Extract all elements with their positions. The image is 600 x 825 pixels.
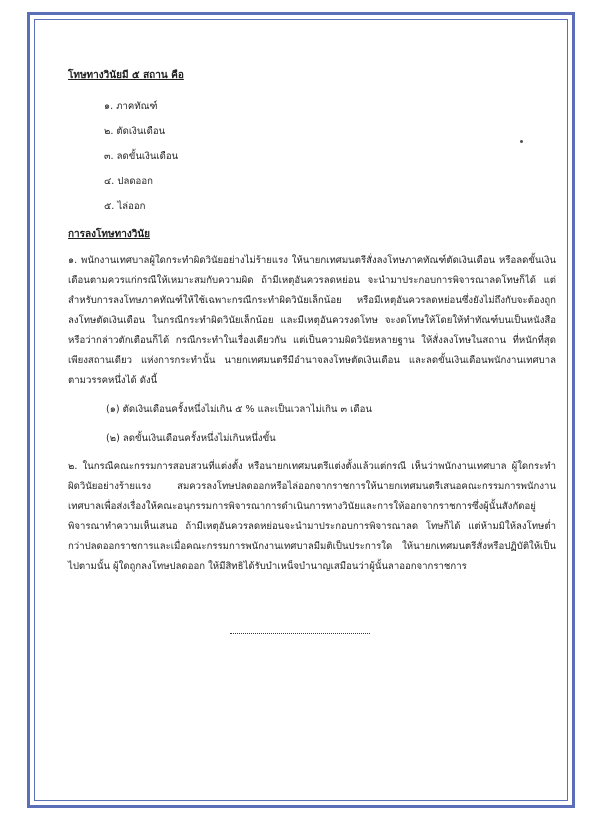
penalty-item: ๑. ภาคทัณฑ์ bbox=[104, 101, 158, 112]
penalty-item: ๓. ลดขั้นเงินเดือน bbox=[104, 151, 179, 162]
paragraph-2: ๒. ในกรณีคณะกรรมการสอบสวนที่แต่งตั้ง หรือนายกเทศมนตรีแต่งตั้งแล้วแต่กรณี เห็นว่าพนักงานเทศบาล ผู้ใดกระทำผิดวินัยอย่างร้ายแรง สมควรลงโทษปลดออกหรือไล่ออกจากราชการให้นายกเทศมนตรีเสนอคณะกรรมการพนักงานเทศบาลเพื่อส่งเรื่องให้คณะอนุกรรมการพิจารณาการดำเนินการทางวินัยและการให้ออกจากราชการซึ่งผู้นั้นสังกัดอยู่พิจารณาทำความเห็นเสนอ ถ้ามีเหตุอันควรลดหย่อนจะนำมาประกอบการพิจารณาลด โทษก็ได้ แต่ห้ามมิให้ลงโทษต่ำกว่าปลดออกราชการและเมื่อคณะกรรมการพนักงานเทศบาลมีมติเป็นประการใด ให้นายกเทศมนตรีสั่งหรือปฏิบัติให้เป็นไปตามนั้น ผู้ใดถูกลงโทษปลดออก ให้มีสิทธิได้รับบำเหน็จบำนาญเสมือนว่าผู้นั้นลาออกจากราชการ bbox=[68, 461, 556, 572]
penalty-item: ๕. ไล่ออก bbox=[104, 201, 146, 212]
penalty-item: ๔. ปลดออก bbox=[104, 176, 153, 187]
dotted-line-separator bbox=[230, 633, 370, 634]
document-body bbox=[68, 66, 556, 577]
disciplinary-process-heading: การลงโทษทางวินัย bbox=[68, 229, 151, 240]
penalty-types-heading: โทษทางวินัยมี ๕ สถาน คือ bbox=[68, 70, 184, 81]
penalty-list bbox=[68, 94, 556, 219]
paragraph-1: ๑. พนักงานเทศบาลผู้ใดกระทำผิดวินัยอย่างไม่ร้ายแรง ให้นายกเทศมนตรีสั่งลงโทษภาคทัณฑ์ตัดเงินเดือน หรือลดขั้นเงินเดือนตามควรแก่กรณีให้เหมาะสมกับความผิด ถ้ามีเหตุอันควรลดหย่อน จะนำมาประกอบการพิจารณาลดโทษก็ได้ แต่สำหรับการลงโทษภาคทัณฑ์ให้ใช้เฉพาะกรณีกระทำผิดวินัยเล็กน้อย หรือมีเหตุอันควรลดหย่อนซึ่งยังไม่ถึงกับจะต้องถูกลงโทษตัดเงินเดือน ในกรณีกระทำผิดวินัยเล็กน้อย และมีเหตุอันควรงดโทษ จะงดโทษให้โดยให้ทำทัณฑ์บนเป็นหนังสือหรือว่ากล่าวตักเตือนก็ได้ กรณีกระทำในเรื่องเดียวกัน แต่เป็นความผิดวินัยหลายฐาน ให้สั่งลงโทษในสถาน ที่หนักที่สุดเพียงสถานเดียว แห่งการกระทำนั้น นายกเทศมนตรีมีอำนาจลงโทษตัดเงินเดือน และลดขั้นเงินเดือนพนักงานเทศบาลตามวรรคหนึ่งได้ ดังนี้ bbox=[68, 255, 556, 386]
penalty-item: ๒. ตัดเงินเดือน bbox=[104, 126, 166, 137]
sub-clause-1: (๑) ตัดเงินเดือนครั้งหนึ่งไม่เกิน ๕ % และเป็นเวลาไม่เกิน ๓ เดือน bbox=[106, 404, 372, 415]
sub-clause-2: (๒) ลดขั้นเงินเดือนครั้งหนึ่งไม่เกินหนึ่งขั้น bbox=[106, 433, 276, 444]
